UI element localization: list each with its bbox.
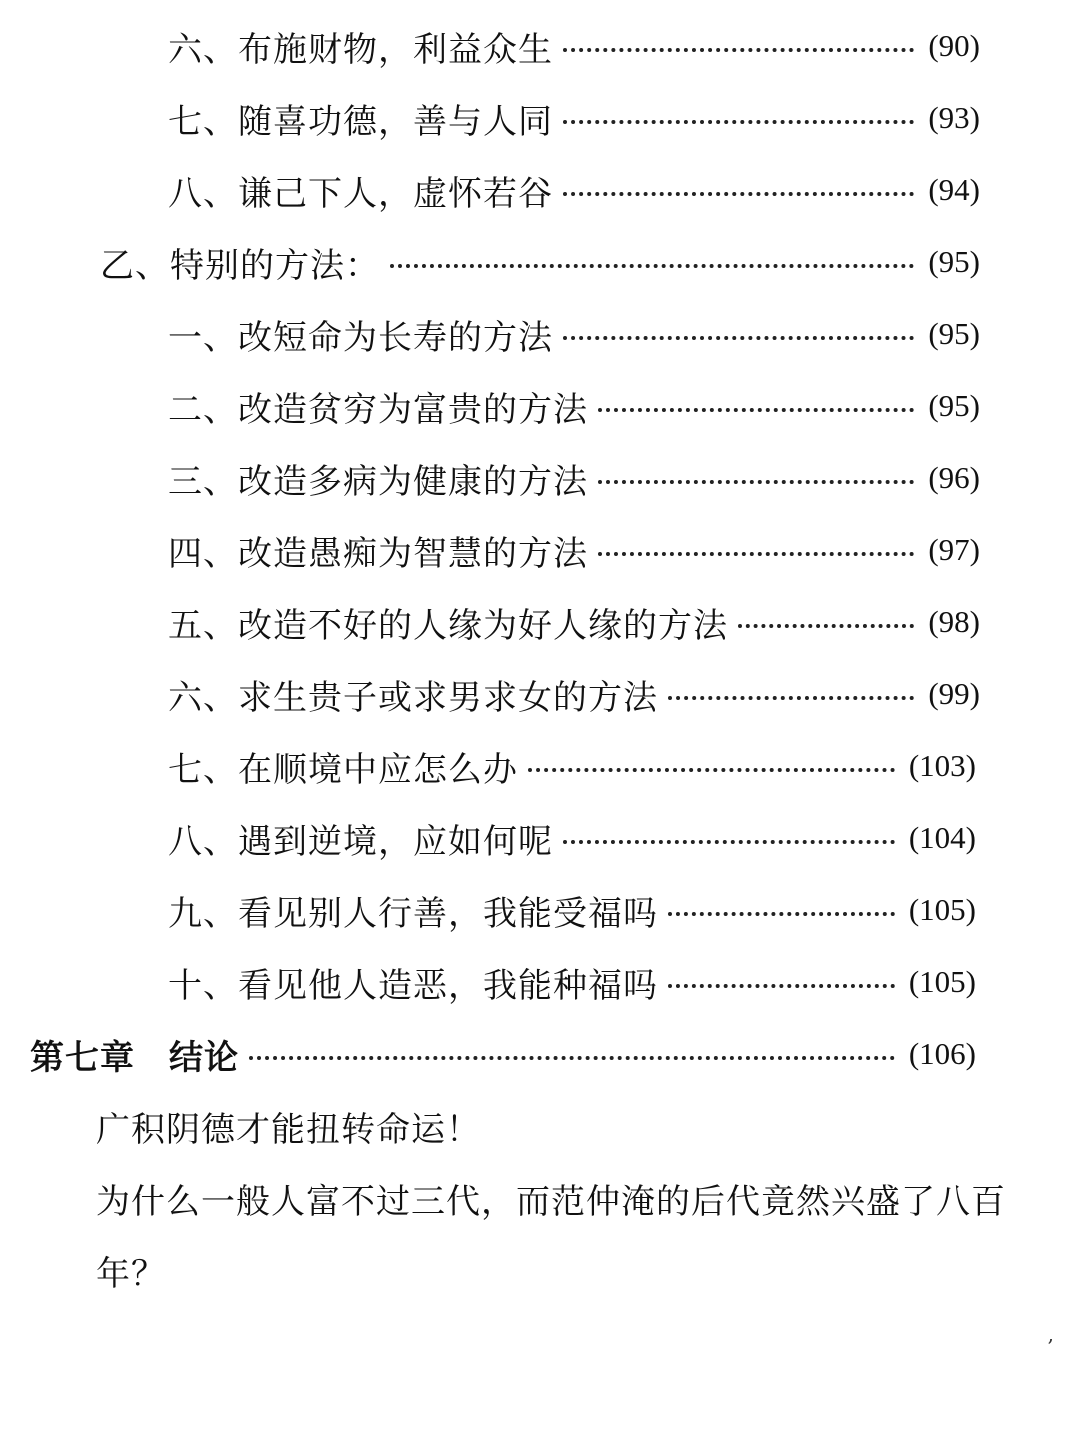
chapter-page: (106) xyxy=(908,1036,976,1071)
toc-leader-dots xyxy=(563,336,914,340)
toc-entry-title: 六、布施财物，利益众生 xyxy=(168,29,553,70)
toc-leader-dots xyxy=(598,480,914,484)
body-text-line: 广积阴德才能扭转命运！ xyxy=(96,1110,481,1150)
toc-entry-page: (98) xyxy=(928,604,980,639)
toc-leader-dots xyxy=(563,48,914,52)
toc-entry-page: (99) xyxy=(928,676,980,711)
toc-entry-title: 六、求生贵子或求男求女的方法 xyxy=(168,677,658,718)
toc-entry-page: (96) xyxy=(928,460,980,495)
toc-leader-dots xyxy=(563,120,914,124)
toc-entry xyxy=(168,670,980,718)
toc-entry xyxy=(168,742,976,790)
toc-leader-dots xyxy=(249,1056,895,1060)
toc-entry-page: (94) xyxy=(928,172,980,207)
toc-entry xyxy=(168,454,980,502)
toc-entry-title: 七、在顺境中应怎么办 xyxy=(168,749,518,790)
toc-entry-page: (105) xyxy=(908,892,976,927)
toc-section-heading xyxy=(100,238,980,286)
toc-entry-title: 乙、特别的方法： xyxy=(100,245,380,286)
toc-leader-dots xyxy=(563,192,914,196)
toc-leader-dots xyxy=(598,408,914,412)
toc-entry-page: (90) xyxy=(928,28,980,63)
toc-entry-page: (97) xyxy=(928,532,980,567)
toc-entry-title: 八、遇到逆境，应如何呢 xyxy=(168,821,553,862)
toc-entry-page: (95) xyxy=(928,244,980,279)
body-text-line: 年？ xyxy=(96,1254,166,1294)
toc-leader-dots xyxy=(563,840,895,844)
toc-entry-title: 三、改造多病为健康的方法 xyxy=(168,461,588,502)
toc-entry-title: 十、看见他人造恶，我能种福吗 xyxy=(168,965,658,1006)
toc-entry xyxy=(168,310,980,358)
toc-entry xyxy=(168,166,980,214)
toc-leader-dots xyxy=(390,264,914,268)
toc-entry-title: 二、改造贫穷为富贵的方法 xyxy=(168,389,588,430)
chapter-title: 结论 xyxy=(169,1037,239,1078)
toc-leader-dots xyxy=(598,552,914,556)
toc-entry-page: (104) xyxy=(908,820,976,855)
toc-entry xyxy=(168,886,976,934)
toc-entry-title: 一、改短命为长寿的方法 xyxy=(168,317,553,358)
toc-entry xyxy=(168,598,980,646)
toc-entry xyxy=(168,22,980,70)
toc-entry-title: 四、改造愚痴为智慧的方法 xyxy=(168,533,588,574)
toc-entry-page: (93) xyxy=(928,100,980,135)
toc-entry-title: 五、改造不好的人缘为好人缘的方法 xyxy=(168,605,728,646)
toc-leader-dots xyxy=(738,624,914,628)
toc-entry xyxy=(168,94,980,142)
body-text-line: 为什么一般人富不过三代，而范仲淹的后代竟然兴盛了八百 xyxy=(96,1182,1006,1222)
toc-entry-page: (105) xyxy=(908,964,976,999)
toc-entry-page: (95) xyxy=(928,316,980,351)
toc-entry-page: (103) xyxy=(908,748,976,783)
toc-entry xyxy=(168,382,980,430)
toc-entry xyxy=(168,814,976,862)
toc-leader-dots xyxy=(668,696,914,700)
toc-entry-title: 九、看见别人行善，我能受福吗 xyxy=(168,893,658,934)
toc-entry-page: (95) xyxy=(928,388,980,423)
toc-entry-title: 八、谦己下人，虚怀若谷 xyxy=(168,173,553,214)
toc-leader-dots xyxy=(528,768,895,772)
toc-entry-title: 七、随喜功德，善与人同 xyxy=(168,101,553,142)
margin-mark: , xyxy=(1047,1322,1054,1346)
toc-entry xyxy=(168,526,980,574)
toc-entry xyxy=(168,958,976,1006)
toc-leader-dots xyxy=(668,912,895,916)
toc-chapter-heading xyxy=(30,1030,976,1078)
toc-leader-dots xyxy=(668,984,895,988)
chapter-label: 第七章 xyxy=(30,1037,135,1078)
